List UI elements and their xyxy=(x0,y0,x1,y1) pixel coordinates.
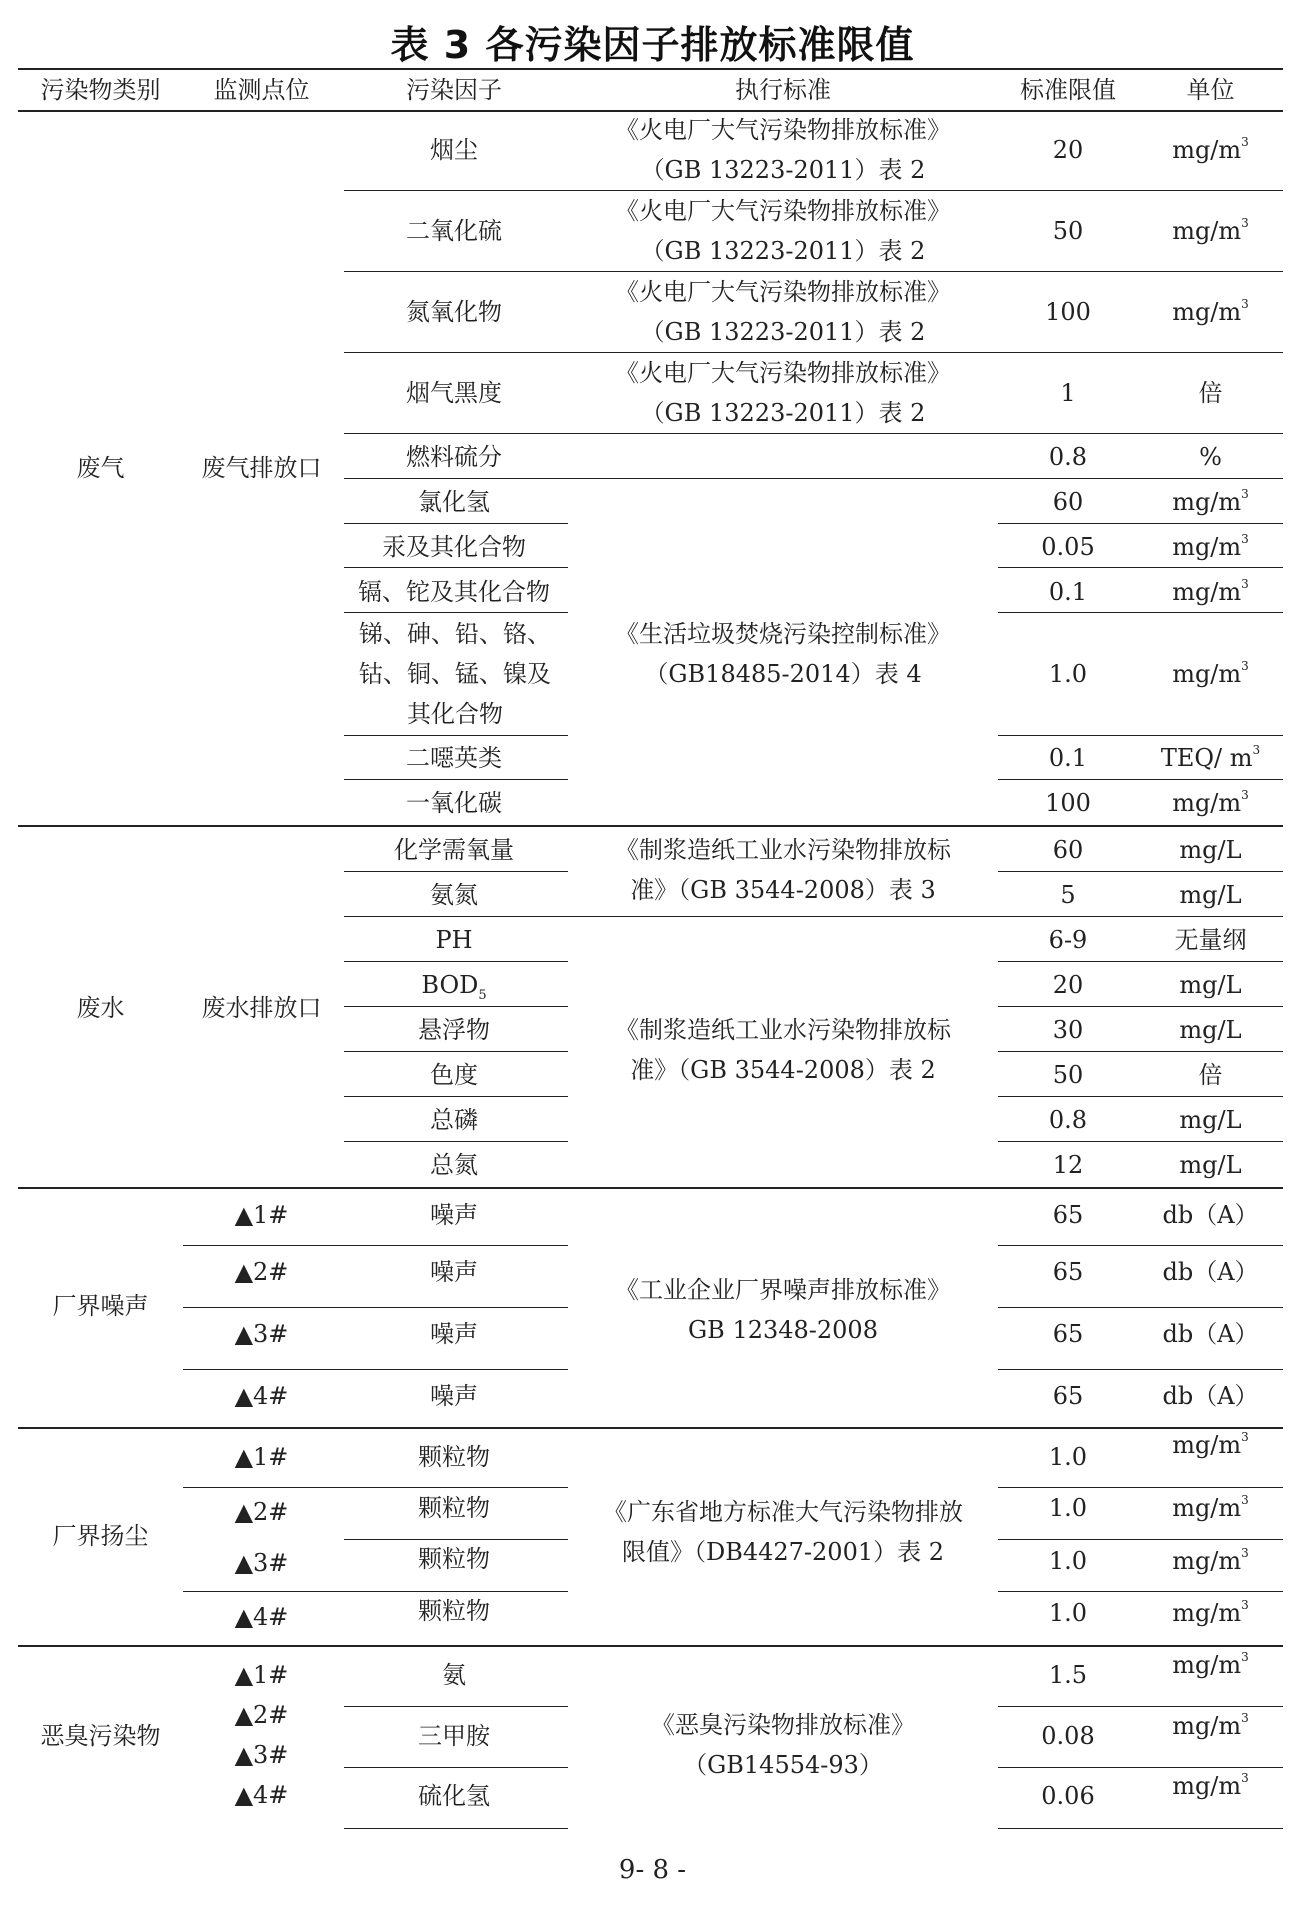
factor-carbon-monoxide: 一氧化碳 xyxy=(406,789,502,817)
unit-cell: mg/L xyxy=(1179,836,1242,864)
row-rule xyxy=(998,1369,1283,1370)
factor-fuel-sulfur: 燃料硫分 xyxy=(406,443,502,471)
unit-cell: db（A） xyxy=(1162,1320,1259,1348)
page-number: 9- 8 - xyxy=(618,1855,687,1885)
section-rule xyxy=(18,1427,1283,1429)
row-rule xyxy=(344,779,568,780)
row-rule xyxy=(998,1051,1283,1052)
limit-cell: 0.08 xyxy=(1041,1722,1095,1750)
row-rule xyxy=(344,1051,568,1052)
standard-power-plant: 《火电厂大气污染物排放标准》（GB 13223-2011）表 2 xyxy=(615,278,951,346)
row-rule xyxy=(998,1096,1283,1097)
header-category: 污染物类别 xyxy=(40,76,161,104)
unit-cell: $mg/m^3$ xyxy=(1172,1598,1249,1627)
standard-odor: 《恶臭污染物排放标准》（GB14554-93） xyxy=(651,1711,915,1779)
header-standard: 执行标准 xyxy=(735,76,831,104)
section-rule xyxy=(18,1187,1283,1189)
factor-cod: 化学需氧量 xyxy=(394,836,514,864)
standard-paper-table2: 《制浆造纸工业水污染物排放标准》（GB 3544-2008）表 2 xyxy=(615,1016,951,1084)
row-rule xyxy=(344,1006,568,1007)
standard-power-plant: 《火电厂大气污染物排放标准》（GB 13223-2011）表 2 xyxy=(615,116,951,184)
limit-cell: 60 xyxy=(1052,488,1084,516)
factor-sulfur-dioxide: 二氧化硫 xyxy=(406,217,502,245)
unit-cell: $mg/m^3$ xyxy=(1172,1771,1249,1800)
point-label: ▲3# xyxy=(234,1320,289,1348)
limit-cell: 65 xyxy=(1052,1258,1084,1286)
factor-noise: 噪声 xyxy=(430,1258,478,1286)
row-rule xyxy=(998,871,1283,872)
row-rule xyxy=(998,1828,1283,1829)
standard-msw-incineration: 《生活垃圾焚烧污染控制标准》（GB18485-2014）表 4 xyxy=(615,620,951,688)
limit-cell: 0.8 xyxy=(1048,1106,1088,1134)
limit-cell: 60 xyxy=(1052,836,1084,864)
row-rule xyxy=(998,779,1283,780)
table-title: 表 3 各污染因子排放标准限值 xyxy=(390,23,915,67)
factor-noise: 噪声 xyxy=(430,1320,478,1348)
point-label: ▲1# xyxy=(234,1443,289,1471)
row-rule xyxy=(998,961,1283,962)
factor-smoke-blackness: 烟气黑度 xyxy=(406,379,502,407)
row-rule xyxy=(183,1245,568,1246)
point-label: ▲4# xyxy=(234,1781,289,1809)
standard-guangdong-air: 《广东省地方标准大气污染物排放限值》（DB4427-2001）表 2 xyxy=(603,1498,963,1566)
row-rule xyxy=(344,1767,568,1768)
standard-noise: 《工业企业厂界噪声排放标准》GB 12348-2008 xyxy=(615,1276,951,1344)
unit-cell: 倍 xyxy=(1198,379,1223,407)
limit-cell: 65 xyxy=(1052,1320,1084,1348)
point-label: ▲1# xyxy=(234,1201,289,1229)
unit-cell: mg/L xyxy=(1179,1016,1242,1044)
unit-cell: $mg/m^3$ xyxy=(1172,487,1249,516)
row-rule xyxy=(344,1141,568,1142)
category-waste-gas: 废气 xyxy=(76,454,125,482)
limit-cell: 30 xyxy=(1052,1016,1084,1044)
factor-particulates: 颗粒物 xyxy=(418,1545,490,1573)
row-rule xyxy=(998,612,1283,613)
row-rule xyxy=(344,478,1283,479)
factor-particulates: 颗粒物 xyxy=(418,1597,490,1625)
limit-cell: 1.0 xyxy=(1048,1547,1088,1575)
limit-cell: 20 xyxy=(1052,136,1084,164)
row-rule xyxy=(344,433,1283,434)
header-limit: 标准限值 xyxy=(1020,76,1116,104)
factor-suspended-solids: 悬浮物 xyxy=(418,1016,490,1044)
row-rule xyxy=(344,871,568,872)
unit-cell: db（A） xyxy=(1162,1258,1259,1286)
row-rule xyxy=(344,612,568,613)
limit-cell: 50 xyxy=(1052,217,1084,245)
point-label: ▲2# xyxy=(234,1258,289,1286)
standard-power-plant: 《火电厂大气污染物排放标准》（GB 13223-2011）表 2 xyxy=(615,197,951,265)
unit-cell: 无量纲 xyxy=(1174,926,1247,954)
row-rule xyxy=(183,1307,568,1308)
factor-heavy-metals: 锑、砷、铅、铬、钴、铜、锰、镍及其化合物 xyxy=(359,620,551,728)
limit-cell: 1.5 xyxy=(1048,1661,1088,1689)
unit-cell: mg/L xyxy=(1179,1151,1242,1179)
unit-cell: mg/L xyxy=(1179,881,1242,909)
limit-cell: 6-9 xyxy=(1048,926,1088,954)
unit-cell: $mg/m^3$ xyxy=(1172,1493,1249,1522)
point-label: ▲4# xyxy=(234,1603,289,1631)
limit-cell: 1.0 xyxy=(1048,1599,1088,1627)
factor-total-phosphorus: 总磷 xyxy=(430,1106,478,1134)
limit-cell: 20 xyxy=(1052,971,1084,999)
row-rule xyxy=(998,1591,1283,1592)
unit-cell: $mg/m^3$ xyxy=(1172,577,1249,606)
row-rule xyxy=(344,523,568,524)
standard-power-plant: 《火电厂大气污染物排放标准》（GB 13223-2011）表 2 xyxy=(615,359,951,427)
row-rule xyxy=(998,1141,1283,1142)
row-rule xyxy=(344,735,568,736)
row-rule xyxy=(344,567,568,568)
unit-cell: $mg/m^3$ xyxy=(1172,788,1249,817)
factor-trimethylamine: 三甲胺 xyxy=(418,1722,490,1750)
category-waste-water: 废水 xyxy=(76,994,125,1022)
category-boundary-dust: 厂界扬尘 xyxy=(52,1522,149,1550)
limit-cell: 1.0 xyxy=(1048,1494,1088,1522)
limit-cell: 65 xyxy=(1052,1382,1084,1410)
limit-cell: 100 xyxy=(1045,298,1091,326)
row-rule xyxy=(998,735,1283,736)
limit-cell: 0.1 xyxy=(1048,744,1088,772)
header-point: 监测点位 xyxy=(213,76,310,104)
row-rule xyxy=(998,523,1283,524)
limit-cell: 100 xyxy=(1045,789,1091,817)
factor-cadmium-thallium: 镉、铊及其化合物 xyxy=(358,578,550,606)
row-rule xyxy=(998,567,1283,568)
section-rule xyxy=(18,1645,1283,1647)
limit-cell: 1.0 xyxy=(1048,660,1088,688)
point-label: ▲4# xyxy=(234,1382,289,1410)
unit-cell: $mg/m^3$ xyxy=(1172,1650,1249,1679)
limit-cell: 12 xyxy=(1052,1151,1084,1179)
factor-bod5: $BOD_5$ xyxy=(421,971,487,1003)
factor-color: 色度 xyxy=(430,1061,478,1089)
point-label: ▲3# xyxy=(234,1741,289,1769)
standard-paper-table3: 《制浆造纸工业水污染物排放标准》（GB 3544-2008）表 3 xyxy=(615,836,951,904)
limit-cell: 65 xyxy=(1052,1201,1084,1229)
factor-particulates: 颗粒物 xyxy=(418,1443,490,1471)
row-rule xyxy=(344,1828,568,1829)
unit-cell: % xyxy=(1199,443,1222,471)
row-rule xyxy=(344,916,1283,917)
row-rule xyxy=(344,961,568,962)
point-waste-water-outlet: 废水排放口 xyxy=(201,994,322,1022)
unit-cell: mg/L xyxy=(1179,971,1242,999)
factor-ph: PH xyxy=(435,926,473,954)
unit-cell: TEQ/ $m^3$ xyxy=(1160,743,1261,772)
unit-cell: $mg/m^3$ xyxy=(1172,1711,1249,1740)
unit-cell: db（A） xyxy=(1162,1201,1259,1229)
point-label: ▲1# xyxy=(234,1661,289,1689)
limit-cell: 1.0 xyxy=(1048,1443,1088,1471)
unit-cell: db（A） xyxy=(1162,1382,1259,1410)
row-rule xyxy=(998,1539,1283,1540)
point-label: ▲2# xyxy=(234,1498,289,1526)
unit-cell: $mg/m^3$ xyxy=(1172,659,1249,688)
unit-cell: $mg/m^3$ xyxy=(1172,297,1249,326)
factor-noise: 噪声 xyxy=(430,1382,478,1410)
limit-cell: 0.05 xyxy=(1041,533,1095,561)
row-rule xyxy=(183,1369,568,1370)
limit-cell: 0.06 xyxy=(1041,1782,1095,1810)
section-rule xyxy=(18,825,1283,827)
factor-particulates: 颗粒物 xyxy=(418,1494,490,1522)
factor-noise: 噪声 xyxy=(430,1201,478,1229)
limit-cell: 1 xyxy=(1060,379,1076,407)
limit-cell: 0.8 xyxy=(1048,443,1088,471)
factor-dioxins: 二噁英类 xyxy=(406,744,502,772)
unit-cell: mg/L xyxy=(1179,1106,1242,1134)
unit-cell: $mg/m^3$ xyxy=(1172,216,1249,245)
point-label: ▲3# xyxy=(234,1549,289,1577)
unit-cell: $mg/m^3$ xyxy=(1172,135,1249,164)
row-rule xyxy=(344,1096,568,1097)
row-rule xyxy=(998,1245,1283,1246)
unit-cell: $mg/m^3$ xyxy=(1172,1546,1249,1575)
row-rule xyxy=(998,1006,1283,1007)
unit-cell: $mg/m^3$ xyxy=(1172,1430,1249,1459)
limit-cell: 5 xyxy=(1060,881,1076,909)
factor-nitrogen-oxides: 氮氧化物 xyxy=(406,298,502,326)
unit-cell: $mg/m^3$ xyxy=(1172,532,1249,561)
header-factor: 污染因子 xyxy=(406,76,502,104)
factor-hydrogen-chloride: 氯化氢 xyxy=(418,488,490,516)
row-rule xyxy=(344,1706,568,1707)
category-odor-pollutants: 恶臭污染物 xyxy=(40,1722,161,1750)
header-unit: 单位 xyxy=(1186,76,1235,104)
factor-ammonia: 氨 xyxy=(442,1661,466,1689)
factor-ammonia-nitrogen: 氨氮 xyxy=(430,881,478,909)
limit-cell: 0.1 xyxy=(1048,578,1088,606)
limit-cell: 50 xyxy=(1052,1061,1084,1089)
point-waste-gas-outlet: 废气排放口 xyxy=(201,454,322,482)
category-boundary-noise: 厂界噪声 xyxy=(52,1292,149,1320)
unit-cell: 倍 xyxy=(1198,1061,1223,1089)
factor-hydrogen-sulfide: 硫化氢 xyxy=(418,1782,490,1810)
factor-total-nitrogen: 总氮 xyxy=(430,1151,478,1179)
row-rule xyxy=(998,1307,1283,1308)
point-label: ▲2# xyxy=(234,1701,289,1729)
factor-smoke-dust: 烟尘 xyxy=(430,136,478,164)
factor-mercury: 汞及其化合物 xyxy=(382,533,526,561)
